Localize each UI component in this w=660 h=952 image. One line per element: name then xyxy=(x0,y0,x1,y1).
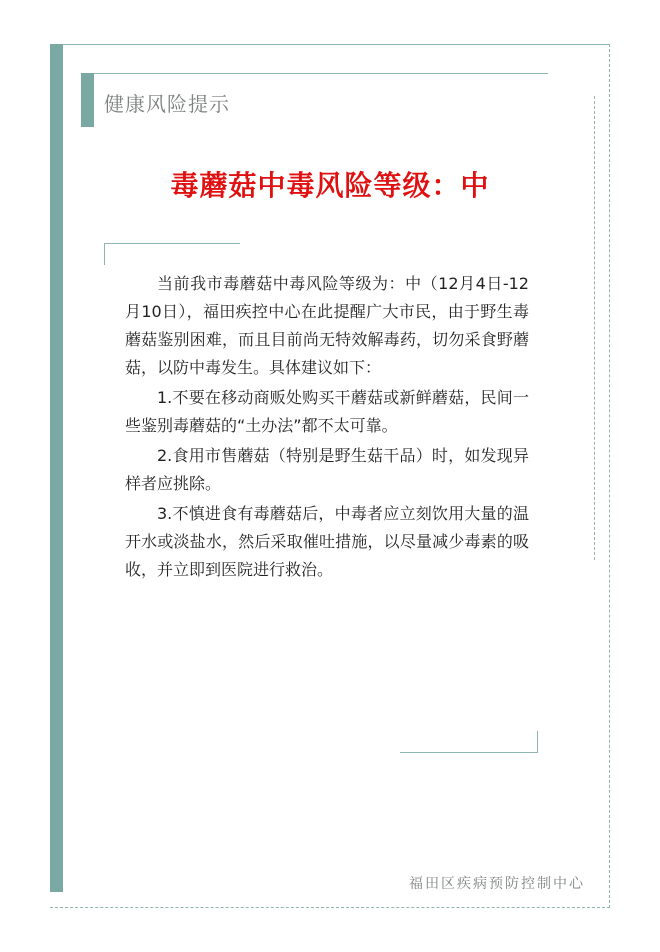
notice-title: 毒蘑菇中毒风险等级：中 xyxy=(170,169,490,202)
section-title: 健康风险提示 xyxy=(104,92,230,116)
frame-bottom-border xyxy=(50,907,610,908)
corner-bracket-bottom-right xyxy=(400,752,538,753)
corner-bracket-top-left xyxy=(104,243,240,244)
notice-body xyxy=(125,270,529,586)
paragraph-intro: 当前我市毒蘑菇中毒风险等级为：中（12月4日-12月10日），福田疾控中心在此提醒广大市民，由于野生毒蘑菇鉴别困难，而且目前尚无特效解毒药，切勿采食野蘑菇，以防中毒发生。具体建议如下： xyxy=(125,274,529,377)
frame-top-border xyxy=(50,44,610,45)
paragraph-advice-1: 1.不要在移动商贩处购买干蘑菇或新鲜蘑菇，民间一些鉴别毒蘑菇的“土办法”都不太可靠。 xyxy=(125,388,529,435)
paragraph-advice-2: 2.食用市售蘑菇（特别是野生菇干品）时，如发现异样者应挑除。 xyxy=(125,446,529,493)
corner-bracket-bottom-right-vertical xyxy=(537,731,538,752)
header-accent-block xyxy=(81,73,94,127)
footer-organization: 福田区疾病预防控制中心 xyxy=(409,876,585,892)
paragraph-advice-3: 3.不慎进食有毒蘑菇后，中毒者应立刻饮用大量的温开水或淡盐水，然后采取催吐措施，以尽量减少毒素的吸收，并立即到医院进行救治。 xyxy=(125,504,529,579)
corner-bracket-top-left-vertical xyxy=(104,243,105,265)
header-line xyxy=(94,73,548,74)
